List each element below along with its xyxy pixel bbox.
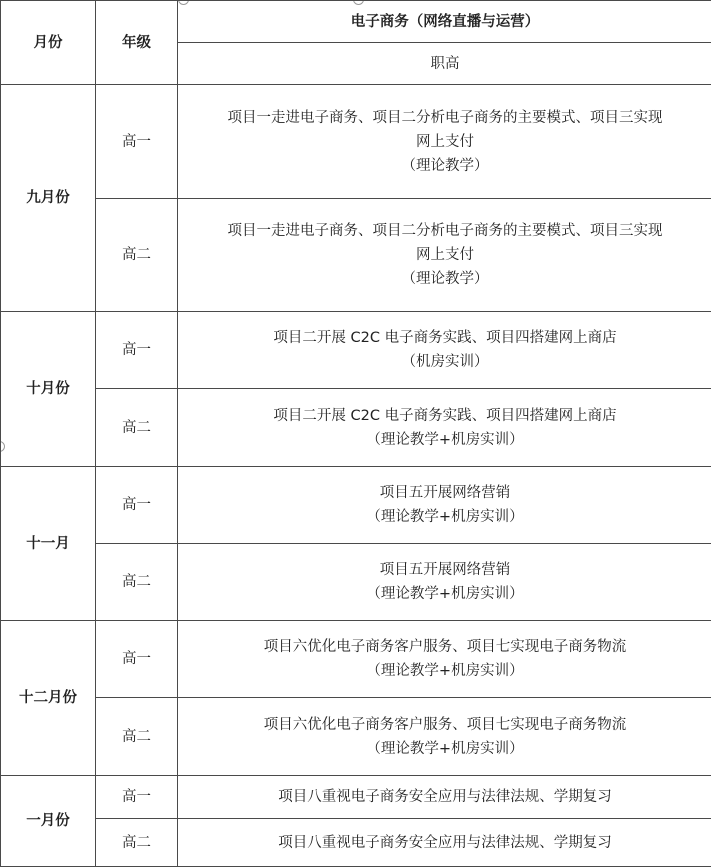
table-row: [1, 621, 711, 698]
grade-cell: 高一: [96, 776, 178, 819]
content-line: （理论教学+机房实训）: [178, 428, 711, 452]
month-cell: 十月份: [1, 312, 96, 467]
month-cell: 十二月份: [1, 621, 96, 776]
table-row: [1, 85, 711, 199]
table-row: [1, 819, 711, 867]
content-line: （理论教学+机房实训）: [178, 505, 711, 529]
grade-cell: 高一: [96, 467, 178, 544]
month-cell: 十一月: [1, 467, 96, 621]
content-cell: [178, 621, 711, 698]
table-row: [1, 467, 711, 544]
grade-cell: 高二: [96, 199, 178, 312]
content-cell: [178, 698, 711, 776]
content-cell: [178, 544, 711, 621]
program-subtitle: 职高: [178, 43, 711, 85]
content-line: 项目八重视电子商务安全应用与法律法规、学期复习: [178, 831, 711, 855]
grade-cell: 高一: [96, 85, 178, 199]
content-cell: [178, 819, 711, 867]
content-line: 项目五开展网络营销: [178, 481, 711, 505]
table-row: [1, 389, 711, 467]
grade-cell: 高二: [96, 698, 178, 776]
content-line: 项目五开展网络营销: [178, 558, 711, 582]
table-row: [1, 199, 711, 312]
content-line: 项目二开展 C2C 电子商务实践、项目四搭建网上商店: [178, 404, 711, 428]
grade-cell: 高一: [96, 621, 178, 698]
content-line: （理论教学）: [178, 267, 711, 291]
grade-cell: 高二: [96, 819, 178, 867]
grade-header: 年级: [96, 1, 178, 85]
program-title: 电子商务（网络直播与运营）: [178, 1, 711, 43]
month-cell: 一月份: [1, 776, 96, 867]
content-line: 项目六优化电子商务客户服务、项目七实现电子商务物流: [178, 713, 711, 737]
table-row: [1, 312, 711, 389]
content-line: （理论教学+机房实训）: [178, 582, 711, 606]
content-line: （理论教学+机房实训）: [178, 659, 711, 683]
content-line: 项目一走进电子商务、项目二分析电子商务的主要模式、项目三实现: [178, 219, 711, 243]
content-cell: [178, 312, 711, 389]
content-line: （机房实训）: [178, 350, 711, 374]
grade-cell: 高二: [96, 544, 178, 621]
content-cell: [178, 467, 711, 544]
month-header: 月份: [1, 1, 96, 85]
content-cell: [178, 199, 711, 312]
content-cell: [178, 776, 711, 819]
content-cell: [178, 389, 711, 467]
header-row: [1, 1, 711, 43]
content-cell: [178, 85, 711, 199]
table-row: [1, 698, 711, 776]
table-row: [1, 776, 711, 819]
content-line: （理论教学）: [178, 154, 711, 178]
grade-cell: 高二: [96, 389, 178, 467]
content-line: 网上支付: [178, 243, 711, 267]
month-cell: 九月份: [1, 85, 96, 312]
grade-cell: 高一: [96, 312, 178, 389]
content-line: （理论教学+机房实训）: [178, 737, 711, 761]
content-line: 项目二开展 C2C 电子商务实践、项目四搭建网上商店: [178, 326, 711, 350]
content-line: 网上支付: [178, 130, 711, 154]
table-row: [1, 544, 711, 621]
content-line: 项目八重视电子商务安全应用与法律法规、学期复习: [178, 785, 711, 809]
content-line: 项目一走进电子商务、项目二分析电子商务的主要模式、项目三实现: [178, 106, 711, 130]
content-line: 项目六优化电子商务客户服务、项目七实现电子商务物流: [178, 635, 711, 659]
